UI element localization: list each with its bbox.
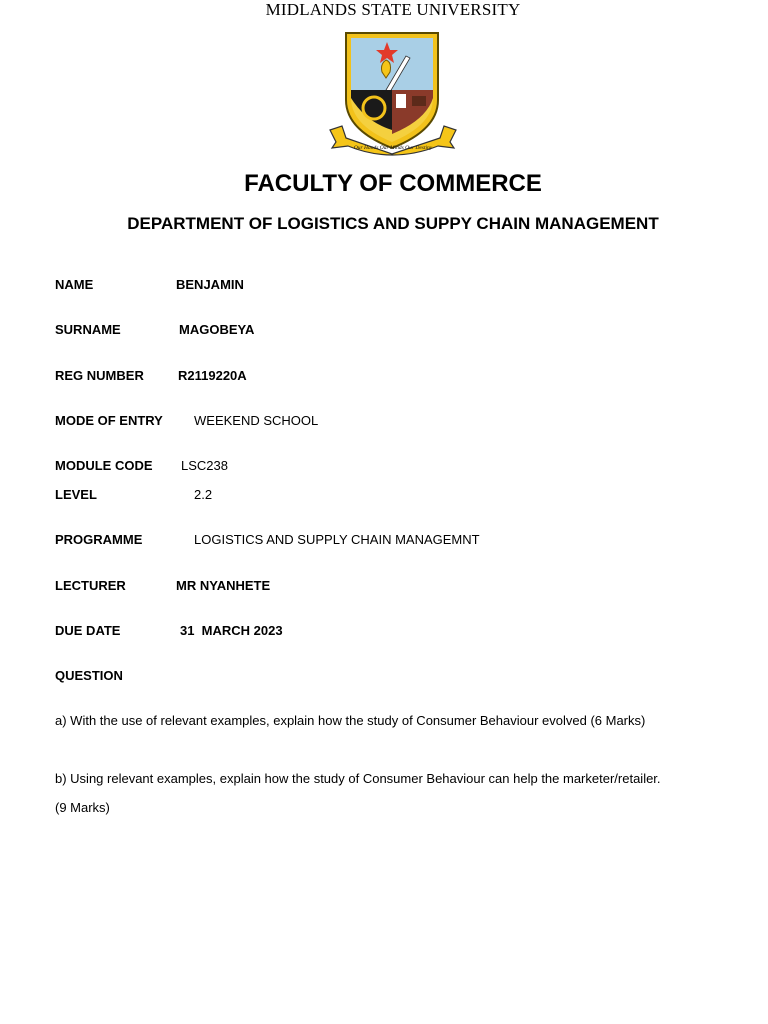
lecturer-label: LECTURER bbox=[55, 578, 126, 593]
due-date-label: DUE DATE bbox=[55, 623, 121, 638]
question-heading: QUESTION bbox=[55, 668, 123, 683]
surname-value: MAGOBEYA bbox=[179, 322, 255, 337]
crest-motto: Our Hands Our Minds Our Destiny bbox=[353, 145, 433, 151]
module-code-label: MODULE CODE bbox=[55, 458, 153, 473]
question-a: a) With the use of relevant examples, explain how the study of Consumer Behaviour evolved (6 Marks) bbox=[55, 713, 646, 728]
programme-label: PROGRAMME bbox=[55, 532, 143, 547]
university-name: MIDLANDS STATE UNIVERSITY bbox=[265, 0, 521, 19]
lecturer-value: MR NYANHETE bbox=[176, 578, 271, 593]
reg-number-label: REG NUMBER bbox=[55, 368, 144, 383]
faculty-title: FACULTY OF COMMERCE bbox=[244, 170, 542, 197]
mode-of-entry-label: MODE OF ENTRY bbox=[55, 413, 163, 428]
surname-label: SURNAME bbox=[55, 322, 121, 337]
name-value: BENJAMIN bbox=[176, 277, 244, 292]
department-title: DEPARTMENT OF LOGISTICS AND SUPPY CHAIN MANAGEMENT bbox=[127, 214, 659, 233]
name-label: NAME bbox=[55, 277, 94, 292]
reg-number-value: R2119220A bbox=[178, 368, 247, 383]
question-b: b) Using relevant examples, explain how the study of Consumer Behaviour can help the marketer/retailer. (9 Marks) bbox=[55, 771, 661, 815]
level-value: 2.2 bbox=[194, 487, 213, 502]
university-crest bbox=[326, 30, 460, 160]
mode-of-entry-value: WEEKEND SCHOOL bbox=[194, 413, 319, 428]
level-label: LEVEL bbox=[55, 487, 97, 502]
programme-value: LOGISTICS AND SUPPLY CHAIN MANAGEMNT bbox=[194, 532, 480, 547]
due-date-value: 31 MARCH 2023 bbox=[180, 623, 283, 638]
module-code-value: LSC238 bbox=[181, 458, 228, 473]
